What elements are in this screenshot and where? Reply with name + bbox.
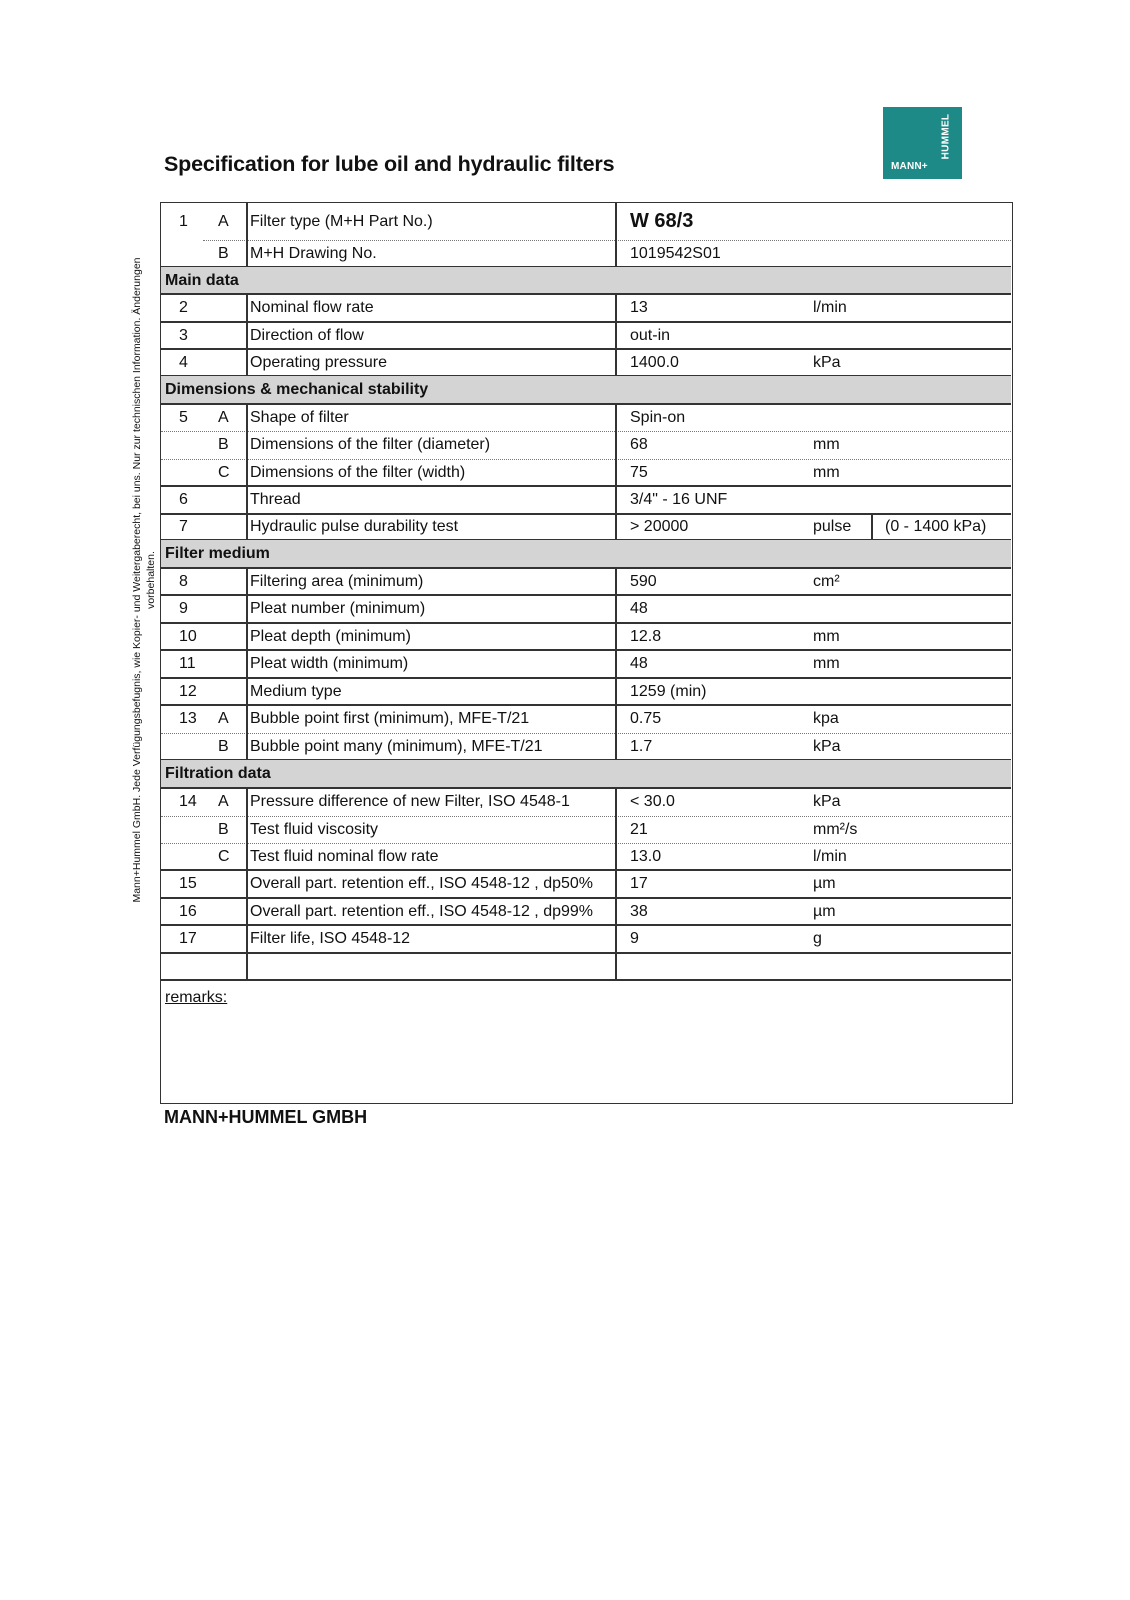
- row-number: 1: [179, 212, 188, 230]
- row-number: 12: [179, 682, 197, 700]
- spec-row: [161, 623, 1011, 650]
- row-label: Test fluid nominal flow rate: [250, 847, 439, 865]
- row-label: Filter life, ISO 4548-12: [250, 930, 411, 947]
- row-value: 3/4" - 16 UNF: [630, 491, 728, 508]
- spec-row: [161, 459, 1011, 486]
- section-title: Main data: [165, 271, 239, 289]
- spec-row: [161, 514, 1011, 540]
- row-label: Thread: [250, 491, 301, 508]
- row-value: W 68/3: [630, 210, 694, 232]
- column-divider: [615, 294, 617, 376]
- document-title: Specification for lube oil and hydraulic filters: [164, 152, 615, 176]
- row-label: Hydraulic pulse durability test: [250, 518, 459, 535]
- row-value: 12.8: [630, 627, 662, 645]
- row-number: 13: [179, 710, 197, 727]
- row-value: 48: [630, 655, 648, 672]
- row-unit: kPa: [813, 737, 841, 755]
- row-value: 48: [630, 600, 648, 617]
- spec-row: [161, 322, 1011, 349]
- row-value: 590: [630, 572, 657, 590]
- spec-row: [161, 240, 1011, 267]
- column-divider: [246, 788, 248, 980]
- remarks-label: remarks:: [165, 989, 228, 1006]
- row-number: 4: [179, 353, 188, 371]
- row-unit: cm²: [813, 572, 840, 590]
- row-unit: g: [813, 930, 822, 947]
- column-divider: [246, 568, 248, 760]
- row-number: 17: [179, 930, 197, 947]
- column-divider: [246, 404, 248, 540]
- side-legal-note: [124, 236, 164, 936]
- row-label: Bubble point first (minimum), MFE-T/21: [250, 710, 530, 727]
- row-number: 8: [179, 572, 188, 590]
- row-value: 1019542S01: [630, 244, 721, 262]
- column-divider: [615, 404, 617, 540]
- row-label: Overall part. retention eff., ISO 4548-12 , dp50%: [250, 875, 594, 892]
- row-label: Filtering area (minimum): [250, 572, 424, 590]
- spec-row: [161, 294, 1011, 322]
- spec-row: [161, 203, 1011, 240]
- mann-hummel-logo: [883, 107, 962, 179]
- side-legal-note-text: Mann+Hummel GmbH. Jede Verfügungsbefugnis, wie Kopier- und Weitergaberecht, bei uns. Nur zur technischen Information. Änderungen vorbehalten.: [131, 257, 157, 903]
- row-number: 5: [179, 408, 188, 426]
- row-number: 3: [179, 326, 188, 344]
- row-label: Shape of filter: [250, 408, 349, 426]
- row-number: 16: [179, 902, 197, 920]
- row-number: 15: [179, 875, 197, 892]
- row-value: < 30.0: [630, 793, 675, 810]
- row-unit: mm: [813, 655, 840, 672]
- row-value: 0.75: [630, 710, 662, 727]
- row-unit: mm²/s: [813, 820, 858, 838]
- section-header-medium: [161, 540, 1011, 568]
- row-label: Pleat width (minimum): [250, 655, 409, 672]
- row-value: > 20000: [630, 518, 689, 535]
- company-footer: MANN+HUMMEL GMBH: [164, 1107, 368, 1127]
- spec-row: [161, 925, 1011, 953]
- row-value: Spin-on: [630, 408, 686, 426]
- row-value: 75: [630, 463, 648, 481]
- row-label: Direction of flow: [250, 326, 364, 344]
- section-header-main: [161, 267, 1011, 294]
- spec-row: [161, 404, 1011, 431]
- row-value: 38: [630, 902, 648, 920]
- row-value: 17: [630, 875, 648, 892]
- spec-row: [161, 595, 1011, 623]
- spec-row: [161, 650, 1011, 678]
- row-unit: kPa: [813, 793, 841, 810]
- row-number: 10: [179, 627, 197, 645]
- column-divider: [871, 514, 873, 540]
- row-sub-letter: B: [218, 244, 229, 262]
- spec-table: [160, 202, 1013, 1104]
- row-unit: mm: [813, 436, 840, 453]
- section-header-dimensions: [161, 376, 1011, 404]
- spec-row: [161, 870, 1011, 898]
- row-sub-letter: A: [218, 212, 229, 230]
- row-label: M+H Drawing No.: [250, 244, 377, 262]
- spec-row: [161, 349, 1011, 376]
- row-unit: µm: [813, 902, 836, 920]
- spec-row: [161, 898, 1011, 925]
- row-value: out-in: [630, 326, 671, 344]
- row-number: 11: [179, 655, 196, 672]
- row-unit: l/min: [813, 299, 847, 316]
- row-number: 14: [179, 793, 197, 810]
- row-sub-letter: A: [218, 793, 229, 810]
- row-label: Bubble point many (minimum), MFE-T/21: [250, 737, 543, 755]
- row-label: Overall part. retention eff., ISO 4548-12 , dp99%: [250, 902, 594, 920]
- row-label: Operating pressure: [250, 353, 387, 371]
- row-unit: µm: [813, 875, 836, 892]
- row-unit: l/min: [813, 847, 847, 865]
- row-sub-letter: C: [218, 463, 230, 481]
- row-number: 9: [179, 600, 188, 617]
- row-value: 1.7: [630, 737, 653, 755]
- row-label: Pleat number (minimum): [250, 600, 426, 617]
- column-divider: [615, 203, 617, 267]
- column-divider: [246, 203, 248, 267]
- row-value: 68: [630, 436, 648, 453]
- row-sub-letter: A: [218, 408, 229, 426]
- row-label: Filter type (M+H Part No.): [250, 212, 433, 230]
- column-divider: [615, 788, 617, 980]
- row-value: 1400.0: [630, 353, 679, 371]
- logo-text: MANN+: [891, 161, 928, 172]
- row-unit: kPa: [813, 353, 841, 371]
- row-extra: (0 - 1400 kPa): [885, 518, 987, 535]
- row-sub-letter: C: [218, 847, 230, 865]
- spec-row: [161, 431, 1011, 459]
- row-label: Medium type: [250, 682, 342, 700]
- row-unit: mm: [813, 627, 840, 645]
- section-title: Filtration data: [165, 765, 271, 782]
- column-divider: [615, 568, 617, 760]
- row-sub-letter: A: [218, 710, 229, 727]
- spec-row: [161, 486, 1011, 514]
- row-label: Nominal flow rate: [250, 299, 374, 316]
- section-title: Filter medium: [165, 545, 270, 562]
- row-label: Dimensions of the filter (width): [250, 463, 466, 481]
- row-sub-letter: B: [218, 820, 229, 838]
- row-unit: kpa: [813, 710, 839, 727]
- row-sub-letter: B: [218, 737, 229, 755]
- row-value: 13.0: [630, 847, 662, 865]
- row-label: Pleat depth (minimum): [250, 627, 411, 645]
- spec-row: [161, 733, 1011, 760]
- column-divider: [246, 294, 248, 376]
- row-unit: mm: [813, 463, 840, 481]
- spec-row: [161, 843, 1011, 870]
- row-value: 1259 (min): [630, 682, 707, 700]
- spec-row: [161, 678, 1011, 705]
- row-value: 9: [630, 930, 639, 947]
- row-label: Dimensions of the filter (diameter): [250, 436, 491, 453]
- row-value: 13: [630, 299, 648, 316]
- row-sub-letter: B: [218, 436, 229, 453]
- logo-vertical-text: HUMMEL: [940, 113, 952, 160]
- spec-row: [161, 568, 1011, 595]
- row-number: 6: [179, 491, 188, 508]
- row-divider: [161, 979, 1011, 981]
- spec-row: [161, 705, 1011, 733]
- row-number: 7: [179, 518, 188, 535]
- logo-vertical-text-wrapper: [939, 109, 961, 165]
- row-label: Pressure difference of new Filter, ISO 4548-1: [250, 793, 570, 810]
- section-title: Dimensions & mechanical stability: [165, 381, 429, 398]
- blank-row: [161, 953, 1011, 980]
- row-value: 21: [630, 820, 648, 838]
- spec-row: [161, 788, 1011, 816]
- section-header-filtration: [161, 760, 1011, 788]
- spec-row: [161, 816, 1011, 843]
- row-label: Test fluid viscosity: [250, 820, 379, 838]
- row-number: 2: [179, 299, 188, 316]
- row-unit: pulse: [813, 518, 852, 535]
